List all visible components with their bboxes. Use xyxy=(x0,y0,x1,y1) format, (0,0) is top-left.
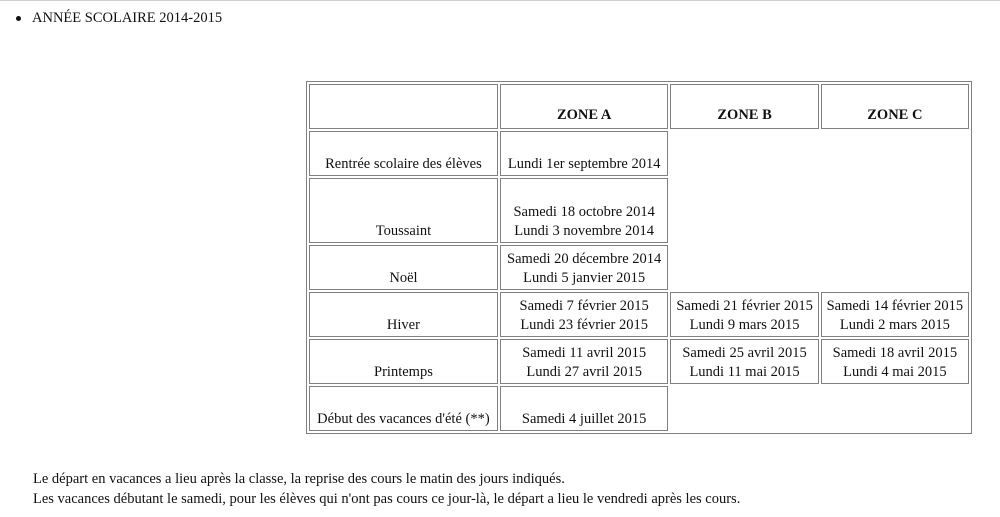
header-cell-zone-a: ZONE A xyxy=(500,84,669,129)
empty-cell xyxy=(821,386,969,431)
empty-cell xyxy=(670,245,818,290)
start-date: Samedi 18 octobre 2014 xyxy=(513,204,655,220)
date-cell-zone-a xyxy=(500,245,669,290)
table-row xyxy=(309,339,969,384)
date-cell-zone-b xyxy=(670,339,818,384)
header-cell-zone-b: ZONE B xyxy=(670,84,818,129)
row-label-cell: Noël xyxy=(309,245,498,290)
end-date: Lundi 4 mai 2015 xyxy=(843,364,947,380)
empty-cell xyxy=(670,386,818,431)
start-date: Samedi 18 avril 2015 xyxy=(832,345,958,361)
date-cell-zone-a xyxy=(500,178,669,243)
row-label-cell: Rentrée scolaire des élèves xyxy=(309,131,498,176)
empty-cell xyxy=(670,178,818,243)
row-label-cell: Printemps xyxy=(309,339,498,384)
start-date: Samedi 21 février 2015 xyxy=(676,298,813,314)
start-date: Samedi 11 avril 2015 xyxy=(522,345,647,361)
date-cell-zone-a xyxy=(500,339,669,384)
row-label-cell: Hiver xyxy=(309,292,498,337)
start-date: Samedi 20 décembre 2014 xyxy=(507,251,662,267)
end-date: Lundi 5 janvier 2015 xyxy=(523,270,646,286)
footer-note-2: Les vacances débutant le samedi, pour les élèves qui n'ont pas cours ce jour-là, le départ a lieu le vendredi après les cours. xyxy=(33,491,741,507)
end-date: Lundi 9 mars 2015 xyxy=(689,317,800,333)
date-cell-zone-a xyxy=(500,386,669,431)
end-date: Lundi 27 avril 2015 xyxy=(526,364,642,380)
empty-cell xyxy=(821,178,969,243)
date-cell-zone-a xyxy=(500,292,669,337)
heading-text: ANNÉE SCOLAIRE 2014-2015 xyxy=(32,10,223,26)
date-cell-zone-c xyxy=(821,339,969,384)
end-date: Lundi 2 mars 2015 xyxy=(839,317,950,333)
bullet-icon xyxy=(16,16,21,21)
end-date: Lundi 3 novembre 2014 xyxy=(514,223,655,239)
table-header-row xyxy=(309,84,969,129)
table-row xyxy=(309,386,969,431)
row-label-cell: Toussaint xyxy=(309,178,498,243)
table-row xyxy=(309,131,969,176)
start-date: Samedi 25 avril 2015 xyxy=(682,345,807,361)
start-date: Samedi 7 février 2015 xyxy=(519,298,649,314)
date-text: Lundi 1er septembre 2014 xyxy=(507,156,661,172)
top-border xyxy=(0,0,1000,1)
end-date: Lundi 11 mai 2015 xyxy=(689,364,800,380)
header-cell-corner xyxy=(309,84,498,129)
section-heading xyxy=(16,9,222,27)
start-date: Samedi 14 février 2015 xyxy=(826,298,964,314)
empty-cell xyxy=(821,131,969,176)
table-row xyxy=(309,292,969,337)
header-cell-zone-c: ZONE C xyxy=(821,84,969,129)
footer-notes xyxy=(33,469,740,509)
end-date: Lundi 23 février 2015 xyxy=(520,317,648,333)
footer-note-1: Le départ en vacances a lieu après la classe, la reprise des cours le matin des jours indiqués. xyxy=(33,471,565,487)
date-cell-zone-b xyxy=(670,292,818,337)
date-cell-zone-a xyxy=(500,131,669,176)
empty-cell xyxy=(821,245,969,290)
table-row xyxy=(309,245,969,290)
empty-cell xyxy=(670,131,818,176)
row-label-cell: Début des vacances d'été (**) xyxy=(309,386,498,431)
table-row xyxy=(309,178,969,243)
date-cell-zone-c xyxy=(821,292,969,337)
date-text: Samedi 4 juillet 2015 xyxy=(521,411,647,427)
school-calendar-table xyxy=(306,81,972,434)
